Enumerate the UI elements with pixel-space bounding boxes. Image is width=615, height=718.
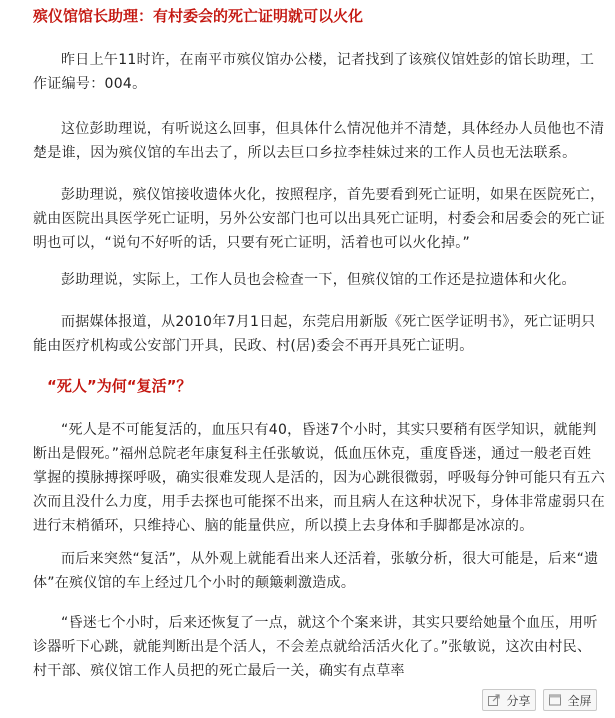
paragraph-5: 而据媒体报道，从2010年7月1日起，东莞启用新版《死亡医学证明书》，死亡证明只能由医疗机构或公安部门开具，民政、村(居)委会不再开具死亡证明。 bbox=[33, 314, 596, 354]
section-heading-revival: “死人”为何“复活”？ bbox=[47, 377, 192, 395]
fullscreen-label: 全屏 bbox=[567, 693, 592, 708]
paragraph-1: 昨日上午11时许，在南平市殡仪馆办公楼，记者找到了该殡仪馆姓彭的馆长助理，工作证编号：004。 bbox=[33, 52, 595, 92]
paragraph-6: “死人是不可能复活的，血压只有40，昏迷7个小时，其实只要稍有医学知识，就能判断出是假死。”福州总院老年康复科主任张敏说，低血压休克，重度昏迷，通过一般老百姓掌握的摸脉搏探呼吸，确实很难发现人是活的，因为心跳很微弱，呼吸每分钟可能只有五六次而且没什么力度，用手去探也可能探不出来，而且病人在这种状况下，身体非常虚弱只在进行末梢循环，只维持心、脑的能量供应，所以摸上去身体和手脚都是冰凉的。 bbox=[33, 422, 605, 534]
paragraph-2: 这位彭助理说，有听说这么回事，但具体什么情况他并不清楚，具体经办人员他也不清楚是谁，因为殡仪馆的车出去了，所以去巨口乡拉李桂妹过来的工作人员也无法联系。 bbox=[33, 121, 605, 161]
share-label: 分享 bbox=[506, 693, 531, 708]
paragraph-4: 彭助理说，实际上，工作人员也会检查一下，但殡仪馆的工作还是拉遗体和火化。 bbox=[61, 272, 576, 288]
fullscreen-button[interactable] bbox=[543, 689, 597, 711]
paragraph-7: 而后来突然“复活”，从外观上就能看出来人还活着，张敏分析，很大可能是，后来“遗体”在殡仪馆的车上经过几个小时的颠簸刺激造成。 bbox=[33, 551, 599, 591]
paragraph-8: “昏迷七个小时，后来还恢复了一点，就这个个案来讲，其实只要给她量个血压，用听诊器听下心跳，就能判断出是个活人，不会差点就给活活火化了。”张敏说，这次由村民、村干部、殡仪馆工作人员把的死亡最后一关，确实有点草率 bbox=[33, 615, 598, 679]
fullscreen-icon bbox=[548, 693, 562, 707]
section-heading-funeral-home: 殡仪馆馆长助理：有村委会的死亡证明就可以火化 bbox=[33, 7, 364, 25]
paragraph-3: 彭助理说，殡仪馆接收遗体火化，按照程序，首先要看到死亡证明，如果在医院死亡，就由医院出具医学死亡证明，另外公安部门也可以出具死亡证明，村委会和居委会的死亡证明也可以，“说句不好听的话，只要有死亡证明，活着也可以火化掉。” bbox=[33, 187, 605, 251]
share-icon bbox=[487, 693, 501, 707]
share-button[interactable] bbox=[482, 689, 536, 711]
